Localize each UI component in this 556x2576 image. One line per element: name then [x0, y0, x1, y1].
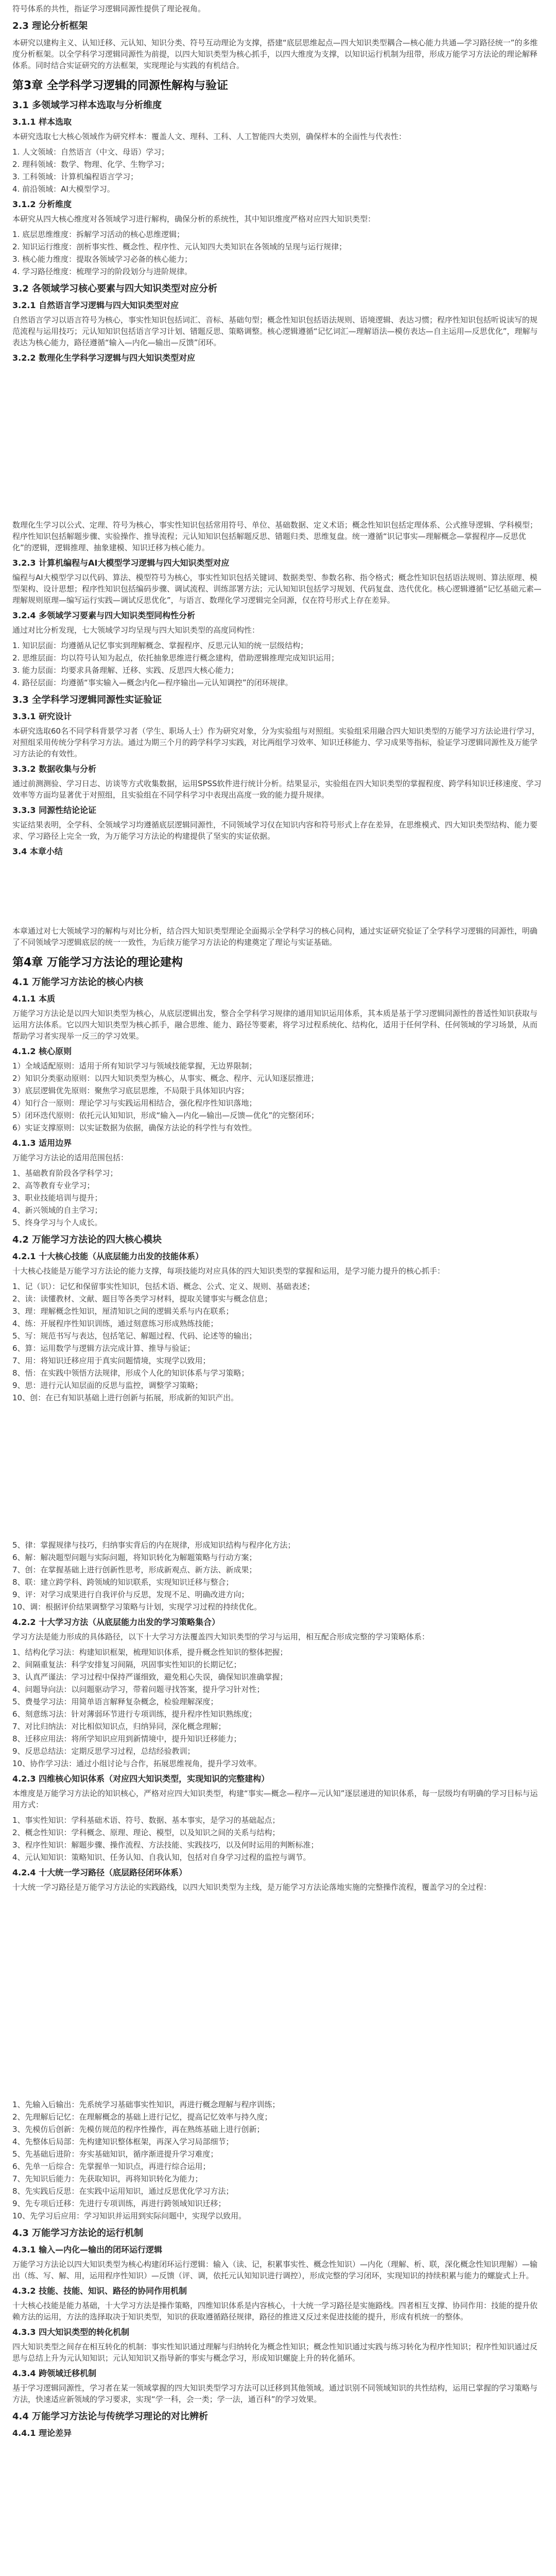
subsection-heading: 3.3.1 研究设计	[12, 711, 72, 721]
list-item: 5、律：掌握规律与技巧，归纳事实背后的内在规律，形成知识结构与程序化方法；	[12, 1540, 296, 1550]
section-heading: 4.2 万能学习方法论的四大核心模块	[12, 1234, 162, 1245]
subsection-heading: 4.1.3 适用边界	[12, 1138, 72, 1148]
list-item: 1. 知识层面：均遵循从记忆事实到理解概念、掌握程序、反思元认知的统一层级结构；	[12, 641, 308, 650]
list-item: 4、问题导向法：以问题驱动学习，带着问题寻找答案，提升学习针对性；	[12, 1685, 265, 1694]
section-heading: 3.1 多领域学习样本选取与分析维度	[12, 100, 162, 111]
list-item: 4、元认知知识：策略知识、任务认知、自我认知，包括对自身学习过程的监控与调节。	[12, 1853, 311, 1862]
subsection-heading: 4.4.1 理论差异	[12, 2428, 72, 2438]
list-item: 10、先学习后应用：学习知识并运用到实际问题中，实现学以致用。	[12, 2211, 247, 2221]
list-item: 1、结构化学习法：构建知识框架，梳理知识体系，提升概念性知识的整体把握；	[12, 1648, 288, 1657]
list-item: 10、协作学习法：通过小组讨论与合作，拓展思维视角，提升学习效率。	[12, 1759, 262, 1768]
list-item: 3、理：理解概念性知识，厘清知识之间的逻辑关系与内在联系；	[12, 1307, 234, 1316]
list-item: 5、终身学习与个人成长。	[12, 1218, 102, 1227]
list-item: 9、思：进行元认知层面的反思与监控，调整学习策略；	[12, 1381, 203, 1390]
list-item: 2、高等教育专业学习；	[12, 1181, 95, 1190]
section-heading: 2.3 理论分析框架	[12, 21, 88, 31]
paragraph: 万能学习方法论是以四大知识类型为核心，从底层逻辑出发，整合全学科学习规律的通用知识运用体系，其本质是基于学习逻辑同源性的普适性知识获取与运用方法体系。它以四大知识类型为核心抓手，融合思维、能力、路径等要素，将学习过程系统化、结构化，适用于任何学科、任何领域的学习场景，从而帮助学习者实现举一反三的学习效果。	[12, 1009, 538, 1041]
list-item: 8、联：建立跨学科、跨领域的知识联系，实现知识迁移与整合；	[12, 1578, 234, 1587]
list-item: 6）实证支撑原则：以实证数据为依据，确保方法论的科学性与有效性。	[12, 1123, 257, 1132]
paragraph: 本章通过对七大领域学习的解构与对比分析，结合四大知识类型理论全面揭示全学科学习的核心同构，通过实证研究验证了全学科学习逻辑的同源性，明确了不同领域学习逻辑底层的统一一致性，为后续万能学习方法论的构建奠定了理论与实证基础。	[12, 926, 538, 947]
list-item: 5、费曼学习法：用简单语言解释复杂概念，检验理解深度；	[12, 1697, 218, 1706]
paragraph: 编程与AI大模型学习以代码、算法、模型符号为核心，事实性知识包括关键词、数据类型、参数名称、指令格式；概念性知识包括语法规则、算法原理、模型架构、设计思想；程序性知识包括编码步骤、调试流程、训练部署方法；元认知知识包括学习规划、代码复盘、迭代优化。核心逻辑遵循“记忆基础元素—理解规则原理—编写运行实践—调试反思优化”，与语言、数理化学习逻辑完全同源，仅在符号形式上存在差异。	[12, 573, 542, 605]
list-item: 7、创：在掌握基础上进行创新性思考，形成新观点、新方法、新成果；	[12, 1565, 257, 1574]
list-item: 5、先基础后进阶：夯实基础知识，循序渐进提升学习难度；	[12, 2149, 218, 2159]
paragraph: 本维度是万能学习方法论的知识核心，严格对应四大知识类型，构建“事实—概念—程序—元认知”逐层递进的知识体系，每一层级均有明确的学习目标与运用方式：	[12, 1789, 538, 1809]
list-item: 1、先输入后输出：先系统学习基础事实性知识，再进行概念理解与程序训练；	[12, 2100, 280, 2109]
list-item: 9、先专项后迁移：先进行专项训练，再进行跨领域知识迁移；	[12, 2199, 226, 2208]
list-item: 1. 底层思维维度：拆解学习活动的核心思维逻辑；	[12, 230, 185, 239]
paragraph: 本研究以建构主义、认知迁移、元认知、知识分类、符号互动理论为支撑，搭建“底层思维起点—四大知识类型耦合—核心能力共通—学习路径统一”的多维度分析框架。以全学科学习逻辑同源性为前提，以四大知识类型为核心抓手，以四大维度为支撑，以知识运行机制为纽带，形成万能学习方法论的理论解释体系。同时结合实证研究的方法框架，实现理论与实践的有机结合。	[12, 38, 538, 70]
paragraph: 通过前测测验、学习日志、访谈等方式收集数据，运用SPSS软件进行统计分析。结果显示，实验组在四大知识类型的掌握程度、跨学科知识迁移速度、学习效率等方面均显著优于对照组，且实验组在不同学科学习中表现出高度一致的能力提升规律。	[12, 779, 542, 800]
paragraph: 符号体系的共性，指证学习逻辑同源性提供了理论视角。	[12, 4, 206, 13]
paragraph: 本研究选取60名不同学科背景学习者（学生、职场人士）作为研究对象，分为实验组与对照组。实验组采用融合四大知识类型的万能学习方法论进行学习，对照组采用传统分学科学习方法。通过为期三个月的跨学科学习实践，对比两组学习效率、知识迁移能力、学习成果等指标，验证学习逻辑同源性及万能学习方法论的有效性。	[12, 726, 540, 758]
paragraph: 基于学习逻辑同源性，学习者在某一领域掌握的四大知识类型学习方法可以迁移到其他领域。通过识别不同领域知识的共性结构，运用已掌握的学习策略与方法，快速适应新领域的学习要求，实现“学一科，会一类；学一法，通百科”的学习效果。	[12, 2383, 538, 2404]
list-item: 4、新兴领域的自主学习；	[12, 1206, 102, 1215]
list-item: 7、对比归纳法：对比相似知识点，归纳异同，深化概念理解；	[12, 1722, 226, 1731]
subsection-heading: 3.3.3 同源性结论论证	[12, 805, 97, 815]
list-item: 2. 知识运行维度：剖析事实性、概念性、程序性、元认知四大类知识在各领域的呈现与运行规律；	[12, 242, 347, 251]
list-item: 4. 前沿领域：AI大模型学习。	[12, 184, 115, 194]
list-item: 1、记（识）：记忆和保留事实性知识，包括术语、概念、公式、定义、规则、基础表述；	[12, 1282, 315, 1291]
list-item: 4）知行合一原则：理论学习与实践运用相结合，强化程序性知识落地；	[12, 1098, 257, 1108]
paragraph: 学习方法是能力形成的具体路径，以下十大学习方法覆盖四大知识类型的学习与运用，相互配合形成完整的学习策略体系：	[12, 1632, 430, 1641]
list-item: 1. 人文领域：自然语言（中文、母语）学习；	[12, 147, 169, 157]
section-heading: 3.3 全学科学习逻辑同源性实证验证	[12, 694, 162, 705]
list-item: 4. 路径层面：均遵循“事实输入—概念内化—程序输出—元认知调控”的闭环规律。	[12, 678, 293, 687]
subsection-heading: 4.3.2 技能、技能、知识、路径的协同作用机制	[12, 2286, 187, 2296]
list-item: 6、算：运用数学与逻辑方法完成计算、推导与验证；	[12, 1344, 195, 1353]
paragraph: 自然语言学习以语言符号为核心，事实性知识包括词汇、音标、基础句型；概念性知识包括语法规则、语境逻辑、表达习惯；程序性知识包括听说读写的规范流程与运用技巧；元认知知识包括语言学习计划、错题反思、策略调整。核心逻辑遵循“记忆词汇—理解语法—模仿表达—自主运用—反思优化”，理解与表达为核心能力，路径遵循“输入—内化—输出—反馈”闭环。	[12, 315, 538, 347]
paragraph: 万能学习方法论以四大知识类型为核心构建闭环运行逻辑：输入（读、记，积累事实性、概念性知识）—内化（理解、析、联，深化概念性知识理解）—输出（练、写、解、用，运用程序性知识）—反馈（评、调，依托元认知知识进行调控），形成完整的学习闭环，实现知识的持续积累与能力的螺旋式上升。	[12, 2260, 538, 2280]
subsection-heading: 3.4 本章小结	[12, 846, 63, 856]
list-item: 2. 思维层面：均以符号认知为起点，依托抽象思维进行概念建构，借助逻辑推理完成知识运用；	[12, 653, 339, 663]
list-item: 6、解：解决题型问题与实际问题，将知识转化为解题策略与行动方案；	[12, 1553, 257, 1562]
paragraph: 四大知识类型之间存在相互转化的机制：事实性知识通过理解与归纳转化为概念性知识；概念性知识通过实践与练习转化为程序性知识；程序性知识通过反思与总结上升为元认知知识；元认知知识又指导新的事实与概念学习，形成知识螺旋上升的转化循环。	[12, 2342, 538, 2363]
list-item: 9、反思总结法：定期反思学习过程，总结经验教训；	[12, 1747, 195, 1756]
list-item: 3、职业技能培训与提升；	[12, 1193, 102, 1202]
list-item: 2）知识分类驱动原则：以四大知识类型为核心，从事实、概念、程序、元认知逐层推进；	[12, 1074, 319, 1083]
subsection-heading: 3.2.1 自然语言学习逻辑与四大知识类型对应	[12, 300, 179, 310]
section-heading: 3.2 各领域学习核心要素与四大知识类型对应分析	[12, 283, 218, 294]
list-item: 6、刻意练习法：针对薄弱环节进行专项训练，提升程序性知识熟练度；	[12, 1709, 257, 1719]
section-heading: 4.1 万能学习方法论的核心内核	[12, 977, 144, 988]
subsection-heading: 4.1.1 本质	[12, 994, 56, 1004]
paragraph: 十大核心技能是万能学习方法论的能力支撑，每项技能均对应具体的四大知识类型的掌握和运用，是学习能力提升的核心抓手：	[12, 1266, 445, 1276]
paragraph: 数理化生学习以公式、定理、符号为核心，事实性知识包括常用符号、单位、基础数据、定义术语；概念性知识包括定理体系、公式推导逻辑、学科模型；程序性知识包括解题步骤、实验操作、推导流程；元认知知识包括解题反思、错题归类、思维复盘。统一遵循“识记事实—理解概念—掌握程序—反思优化”的逻辑，逻辑推理、抽象建模、知识迁移为核心能力。	[12, 520, 538, 552]
subsection-heading: 3.2.4 多领域学习要素与四大知识类型同构性分析	[12, 611, 196, 620]
blank-area	[12, 1897, 544, 2098]
list-item: 3. 核心能力维度：提取各领域学习必备的核心能力；	[12, 255, 193, 264]
list-item: 4、练：开展程序性知识训练，通过刻意练习形成熟练技能；	[12, 1319, 218, 1328]
subsection-heading: 3.2.3 计算机编程与AI大模型学习逻辑与四大知识类型对应	[12, 558, 230, 568]
subsection-heading: 4.3.3 四大知识类型的转化机制	[12, 2327, 130, 2337]
subsection-heading: 4.3.4 跨领域迁移机制	[12, 2368, 97, 2378]
subsection-heading: 4.2.3 四维核心知识体系（对应四大知识类型，实现知识的完整建构）	[12, 1774, 270, 1784]
list-item: 2、读：读懂教材、文献、题目等各类学习材料，提取关键事实与概念信息；	[12, 1294, 272, 1303]
paragraph: 十大核心技能是能力基础，十大学习方法是操作策略，四维知识体系是内容核心，十大统一学习路径是实施路线。四者相互支撑、协同作用：技能的提升依赖方法的运用，方法的选择取决于知识类型，知识的获取遵循路径规律，路径的推进又反过来促进技能的提升，形成有机统一的整体。	[12, 2301, 538, 2321]
list-item: 4. 学习路径维度：梳理学习的阶段划分与进阶规律。	[12, 267, 193, 276]
list-item: 2、间隔重复法：科学安排复习间隔，巩固事实性知识的长期记忆；	[12, 1660, 241, 1669]
list-item: 8、迁移应用法：将所学知识应用到新情境中，提升知识迁移能力；	[12, 1734, 241, 1743]
paragraph: 本研究从四大核心维度对各领域学习进行解构，确保分析的系统性，其中知识维度严格对应四大知识类型：	[12, 214, 376, 224]
list-item: 3. 工科领域：计算机编程语言学习；	[12, 172, 138, 181]
paragraph: 本研究选取七大核心领域作为研究样本：覆盖人文、理科、工科、人工智能四大类别，确保样本的全面性与代表性：	[12, 132, 407, 141]
list-item: 3）底层逻辑优先原则：聚焦学习底层思维，不局限于具体知识内容；	[12, 1086, 249, 1095]
subsection-heading: 4.2.2 十大学习方法（从底层能力出发的学习策略集合）	[12, 1617, 220, 1627]
list-item: 7、先知识后能力：先获取知识，再将知识转化为能力；	[12, 2174, 203, 2183]
subsection-heading: 4.1.2 核心原则	[12, 1046, 72, 1056]
list-item: 9、评：对学习成果进行自我评价与反思，发现不足、明确改进方向；	[12, 1590, 249, 1599]
list-item: 3、程序性知识：解题步骤、操作流程、方法技能、实践技巧，以及何时运用的判断标准；	[12, 1840, 319, 1850]
blank-area	[12, 860, 544, 922]
subsection-heading: 4.3.1 输入—内化—输出的闭环运行逻辑	[12, 2245, 163, 2255]
section-heading: 4.3 万能学习方法论的运行机制	[12, 2228, 144, 2239]
list-item: 7、用：将知识迁移应用于真实问题情境，实现学以致用；	[12, 1356, 211, 1365]
blank-area	[12, 1404, 544, 1538]
blank-area	[12, 367, 544, 516]
list-item: 8、悟：在实践中领悟方法规律，形成个人化的知识体系与学习策略；	[12, 1368, 249, 1378]
subsection-heading: 3.2.2 数理化生学科学习逻辑与四大知识类型对应	[12, 353, 196, 363]
list-item: 3、先模仿后创新：先模仿规范的程序性操作，再在熟练基础上进行创新；	[12, 2125, 265, 2134]
paragraph: 十大统一学习路径是万能学习方法论的实践路线，以四大知识类型为主线，是万能学习方法论落地实施的完整操作流程，覆盖学习的全过程：	[12, 1883, 492, 1892]
list-item: 4、先整体后局部：先构建知识整体框架，再深入学习局部细节；	[12, 2137, 234, 2146]
list-item: 3、认真严谨法：学习过程中保持严谨细致，避免粗心失误，确保知识准确掌握；	[12, 1672, 288, 1682]
list-item: 2、概念性知识：学科概念、原理、理论、模型，以及知识之间的关系与结构；	[12, 1828, 280, 1837]
paragraph: 万能学习方法论的适用范围包括：	[12, 1153, 129, 1162]
subsection-heading: 3.1.1 样本选取	[12, 117, 72, 127]
list-item: 8、先实践后反思：在实践中运用知识，通过反思优化学习方法；	[12, 2187, 234, 2196]
paragraph: 通过对比分析发现，七大领域学习均呈现与四大知识类型的高度同构性：	[12, 625, 260, 635]
list-item: 1、基础教育阶段各学科学习；	[12, 1168, 118, 1178]
paragraph: 实证结果表明，全学科、全领域学习均遵循底层逻辑同源性，不同领域学习仅在知识内容和符号形式上存在差异，在思维模式、四大知识类型结构、能力要求、学习路径上完全一致，为万能学习方法论的构建提供了坚实的实证依据。	[12, 820, 538, 841]
chapter-heading: 第4章 万能学习方法论的理论建构	[12, 956, 183, 969]
list-item: 1、事实性知识：学科基础术语、符号、数据、基本事实，是学习的基础起点；	[12, 1816, 280, 1825]
subsection-heading: 3.1.2 分析维度	[12, 199, 72, 209]
list-item: 6、先单一后综合：先掌握单一知识点，再进行综合运用；	[12, 2162, 211, 2171]
list-item: 1）全域适配原则：适用于所有知识学习与领域技能掌握，无边界限制；	[12, 1061, 257, 1071]
subsection-heading: 4.2.4 十大统一学习路径（底层路径闭环体系）	[12, 1868, 187, 1877]
list-item: 10、调：根据评价结果调整学习策略与计划，实现学习过程的持续优化。	[12, 1602, 262, 1612]
subsection-heading: 4.2.1 十大核心技能（从底层能力出发的技能体系）	[12, 1251, 204, 1261]
list-item: 10、创：在已有知识基础上进行创新与拓展，形成新的知识产出。	[12, 1393, 239, 1402]
document-page	[0, 3, 556, 2439]
list-item: 2. 理科领域：数学、物理、化学、生物学习；	[12, 160, 169, 169]
list-item: 5、写：规范书写与表达，包括笔记、解题过程、代码、论述等的输出；	[12, 1331, 257, 1341]
chapter-heading: 第3章 全学科学习逻辑的同源性解构与验证	[12, 79, 228, 92]
list-item: 5）闭环迭代原则：依托元认知知识，形成“输入—内化—输出—反馈—优化”的完整闭环；	[12, 1111, 319, 1120]
list-item: 2、先理解后记忆：在理解概念的基础上进行记忆，提高记忆效率与持久度；	[12, 2112, 272, 2122]
subsection-heading: 3.3.2 数据收集与分析	[12, 764, 97, 774]
section-heading: 4.4 万能学习方法论与传统学习理论的对比辨析	[12, 2411, 208, 2422]
list-item: 3. 能力层面：均要求具备理解、迁移、实践、反思四大核心能力；	[12, 666, 239, 675]
